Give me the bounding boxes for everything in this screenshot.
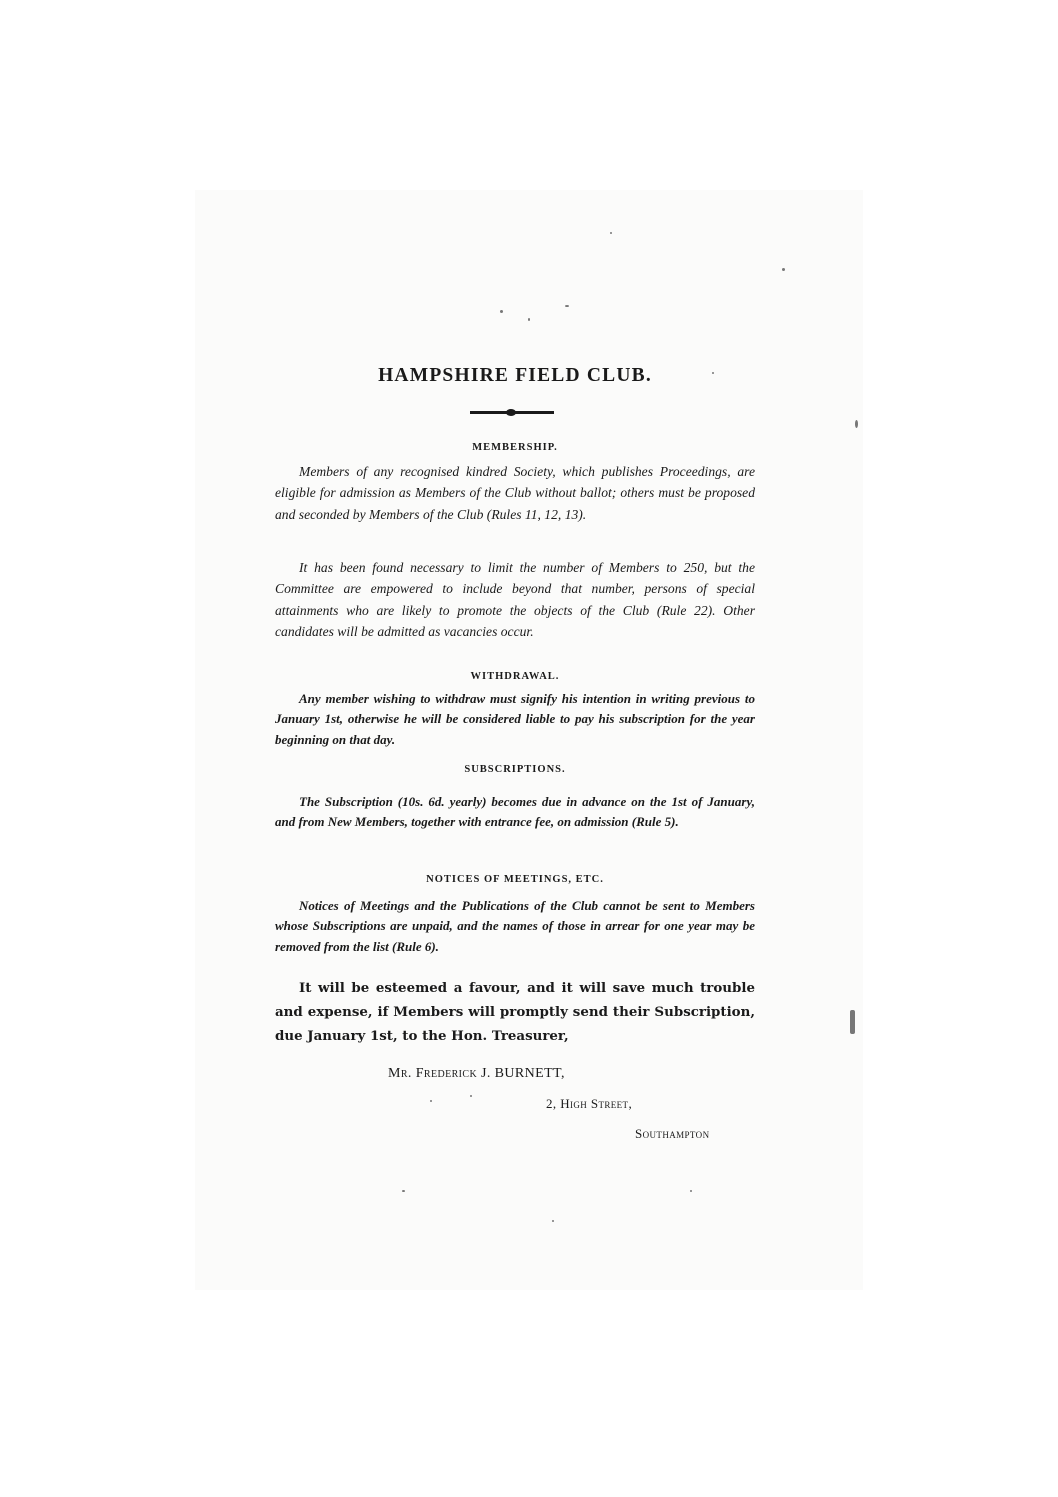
scan-speck [430,1100,432,1102]
scan-speck [552,1220,554,1222]
scan-speck [610,232,612,234]
scan-speck [712,372,714,374]
scan-speck [500,310,503,313]
scan-speck [470,1095,472,1097]
section-heading-withdrawal: WITHDRAWAL. [470,671,560,682]
scan-speck [402,1190,405,1192]
scan-speck [690,1190,692,1192]
membership-paragraph-2: It has been found necessary to limit the number of Members to 250, but the Committee are empowered to include beyond that number, persons of special attainments who are likely to promote the objects of the Club (Rule 22). Other candidates will be admitted as vacancies occur. [275,560,755,640]
subscriptions-paragraph: The Subscription (10s. 6d. yearly) becomes due in advance on the 1st of January, and from New Members, together with entrance fee, on admission (Rule 5). [275,794,755,830]
scan-speck [782,268,785,271]
scan-speck [565,305,569,307]
section-heading-notices: NOTICES OF MEETINGS, ETC. [426,874,604,885]
section-heading-subscriptions: SUBSCRIPTIONS. [464,764,566,775]
scan-speck [850,1010,855,1034]
scan-speck [528,318,530,321]
treasurer-name: Mr. Frederick J. BURNETT, [388,1066,565,1081]
treasurer-town: Southampton [635,1126,710,1141]
treasurer-notice: It will be esteemed a favour, and it will save much trouble and expense, if Members will promptly send their Subscription, due January 1st, to the Hon. Treasurer, [275,980,755,1044]
notices-paragraph: Notices of Meetings and the Publications of the Club cannot be sent to Members whose Subscriptions are unpaid, and the names of those in arrear for one year may be removed from the list (Rule 6). [275,898,755,954]
page-title: HAMPSHIRE FIELD CLUB. [378,365,652,386]
scan-speck [855,420,858,428]
membership-paragraph-1: Members of any recognised kindred Society, which publishes Proceedings, are eligible for admission as Members of the Club without ballot; others must be proposed and seconded by Members of the Club (Rules 11, 12, 13). [275,464,755,522]
title-divider [470,411,554,414]
section-heading-membership: MEMBERSHIP. [472,442,558,453]
withdrawal-paragraph: Any member wishing to withdraw must signify his intention in writing previous to January 1st, otherwise he will be considered liable to pay his subscription for the year beginning on that day. [275,691,755,747]
treasurer-street: 2, High Street, [546,1096,633,1111]
